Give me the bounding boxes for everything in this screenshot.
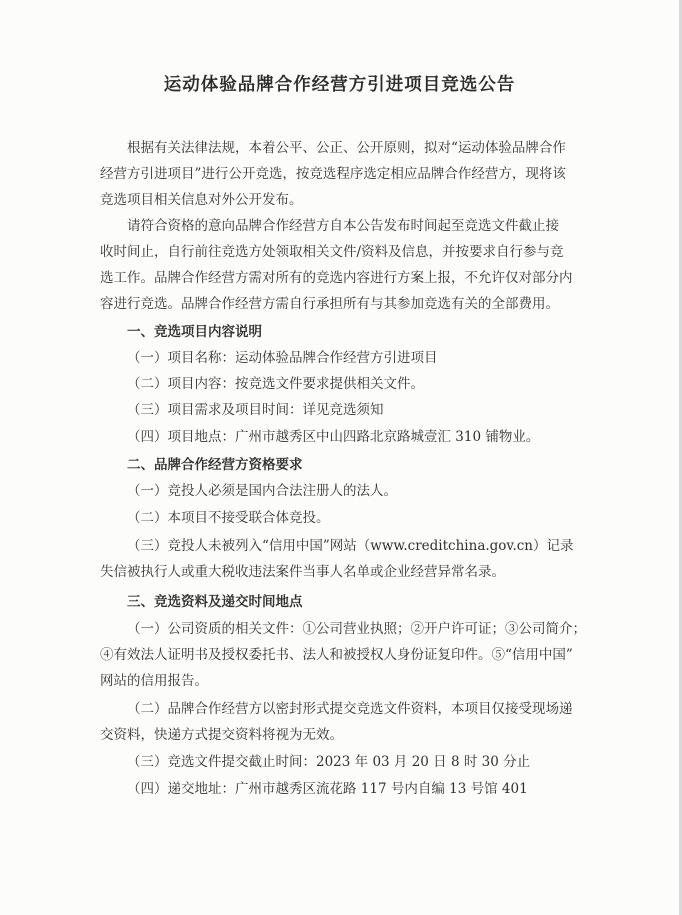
intro-line-3: 竞选项目相关信息对外公开发布。 [100,192,303,208]
invitation-line-4: 容进行竞选。品牌合作经营方需自行承担所有与其参加竞选有关的全部费用。 [100,296,559,312]
section1-item-1: （一）项目名称：运动体验品牌合作经营方引进项目 [127,350,438,366]
section2-heading: 二、品牌合作经营方资格要求 [127,457,303,473]
section3-item-1-line-2: ④有效法人证明书及授权委托书、法人和被授权人身份证复印件。⑤“信用中国” [100,647,573,663]
section1-item-4: （四）项目地点：广州市越秀区中山四路北京路城壹汇 310 铺物业。 [127,429,540,445]
section2-item-3-line-2: 失信被执行人或重大税收违法案件当事人名单或企业经营异常名录。 [100,564,505,580]
section1-item-3: （三）项目需求及项目时间：详见竞选须知 [127,402,384,418]
invitation-line-1: 请符合资格的意向品牌合作经营方自本公告发布时间起至竞选文件截止接 [127,218,559,234]
section3-item-4: （四）递交地址：广州市越秀区流花路 117 号内自编 13 号馆 401 [127,781,528,797]
section2-item-3-line-1: （三）竞投人未被列入“信用中国”网站（www.creditchina.gov.cn）记录 [127,538,574,554]
intro-line-2: 经营方引进项目”进行公开竞选，按竞选程序选定相应品牌合作经营方，现将该 [100,166,566,182]
section3-item-1-line-3: 网站的信用报告。 [100,673,208,689]
section3-item-1-line-1: （一）公司资质的相关文件：①公司营业执照；②开户许可证；③公司简介； [127,621,586,637]
document-title: 运动体验品牌合作经营方引进项目竞选公告 [163,75,516,95]
invitation-line-3: 选工作。品牌合作经营方需对所有的竞选内容进行方案上报，不允许仅对部分内 [100,270,573,286]
section3-heading: 三、竞选资料及递交时间地点 [127,594,303,610]
section1-heading: 一、竞选项目内容说明 [127,324,262,340]
section2-item-2: （二）本项目不接受联合体竞投。 [127,510,330,526]
section2-item-1: （一）竞投人必须是国内合法注册人的法人。 [127,483,397,499]
section3-item-3: （三）竞选文件提交截止时间：2023 年 03 月 20 日 8 时 30 分止 [127,754,531,770]
intro-line-1: 根据有关法律法规，本着公平、公正、公开原则，拟对“运动体验品牌合作 [127,140,566,156]
section3-item-2-line-2: 交资料，快递方式提交资料将视为无效。 [100,727,343,743]
invitation-line-2: 收时间止，自行前往竞选方处领取相关文件/资料及信息，并按要求自行参与竞 [100,244,564,260]
section3-item-2-line-1: （二）品牌合作经营方以密封形式提交竞选文件资料，本项目仅接受现场递 [127,701,573,717]
section1-item-2: （二）项目内容：按竞选文件要求提供相关文件。 [127,376,424,392]
